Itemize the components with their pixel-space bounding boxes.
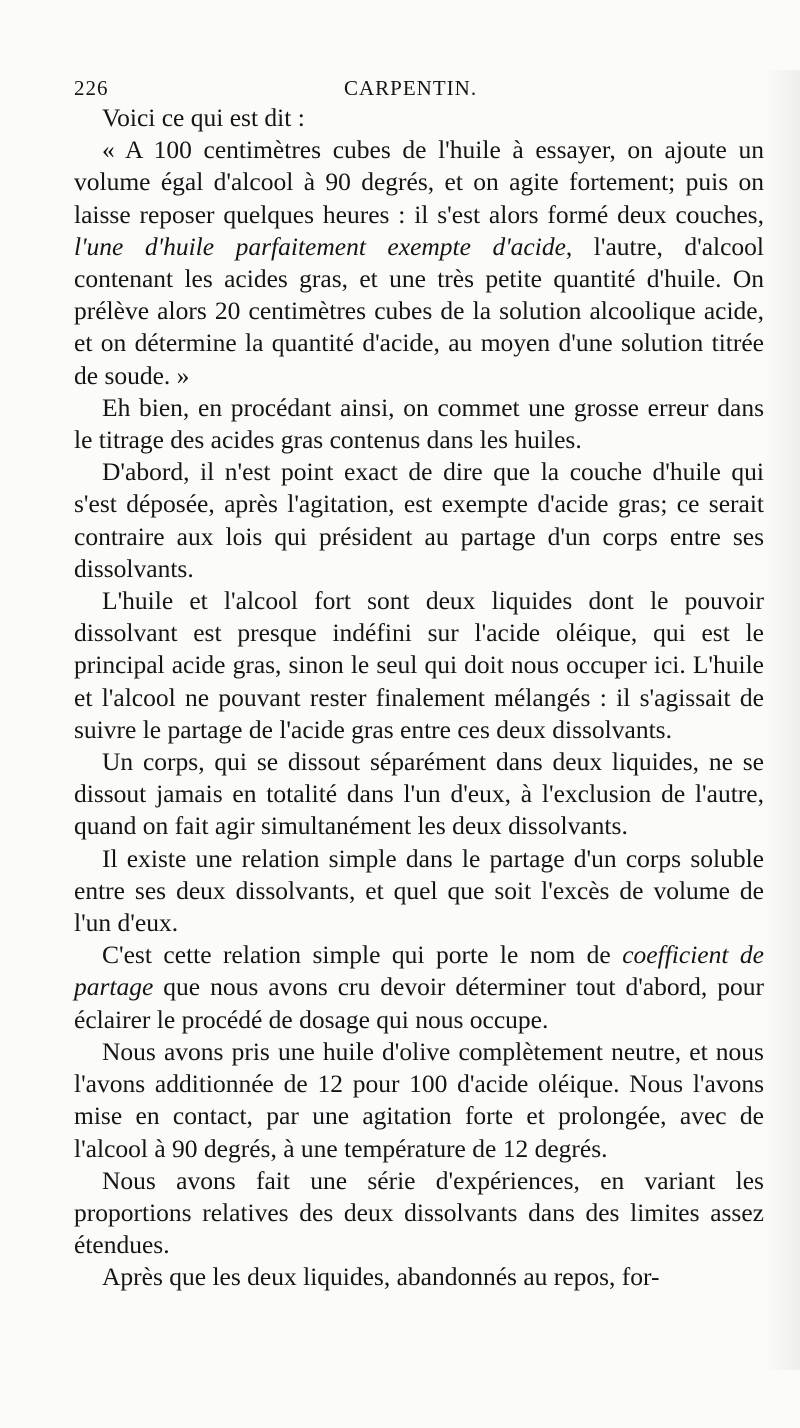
text-run: Un corps, qui se dissout séparément dans deux liquides, ne se dissout jamais en totalité dans l'un d'eux, à l'exclusion de l'autre, quand on fait agir simultanément les deux dissolvants.: [74, 747, 764, 841]
paragraph: [74, 102, 764, 134]
text-run: Après que les deux liquides, abandonnés au repos, for-: [102, 1262, 660, 1292]
text-run: C'est cette relation simple qui porte le nom de: [102, 940, 623, 970]
paragraph: [74, 1036, 764, 1165]
paragraph: [74, 456, 764, 585]
text-run: Nous avons fait une série d'expériences, en variant les proportions relatives des deux dissolvants dans des limites assez étendues.: [74, 1165, 764, 1260]
text-run: L'huile et l'alcool fort sont deux liquides dont le pouvoir dissolvant est presque indéfini sur l'acide oléique, qui est le principal acide gras, sinon le seul qui doit nous occuper ici. L'huile et l'alcool ne pouvant rester finalement mélangés : il s'agissait de suivre le partage de l'acide gras entre ces deux dissolvants.: [74, 586, 764, 744]
paragraph: [74, 746, 764, 843]
paragraph: [74, 392, 764, 456]
text-run: Voici ce qui est dit :: [102, 103, 305, 132]
text-run: que nous avons cru devoir déterminer tout d'abord, pour éclairer le procédé de dosage qui nous occupe.: [74, 972, 764, 1034]
text-run: « A 100 centimètres cubes de l'huile à essayer, on ajoute un volume égal d'alcool à 90 degrés, et on agite fortement; puis on laisse reposer quelques heures : il s'est alors formé deux couches,: [74, 135, 764, 229]
paragraph: [74, 134, 764, 392]
text-run: Il existe une relation simple dans le partage d'un corps soluble entre ses deux dissolvants, et quel que soit l'excès de volume de l'un d'eux.: [74, 843, 764, 938]
paragraph: [74, 1165, 764, 1262]
running-title: CARPENTIN.: [344, 76, 478, 100]
paragraph: [74, 1261, 764, 1293]
paragraph: [74, 939, 764, 1036]
paragraph: [74, 843, 764, 940]
page-header: [74, 62, 764, 102]
text-run: Nous avons pris une huile d'olive complètement neutre, et nous l'avons additionnée de 12 pour 100 d'acide oléique. Nous l'avons mise en contact, par une agitation forte et prolongée, avec de l'alcool à 90 degrés, à une température de 12 degrés.: [74, 1036, 764, 1163]
italic-phrase: l'une d'huile parfaitement exempte d'acide: [74, 231, 566, 261]
text-run: , l'autre, d'alcool contenant les acides gras, et une très petite quantité d'huile. On prélève alors 20 centimètres cubes de la solution alcoolique acide, et on détermine la quantité d'acide, au moyen d'une solution titrée de soude. »: [74, 231, 764, 390]
text-run: D'abord, il n'est point exact de dire que la couche d'huile qui s'est déposée, après l'agitation, est exempte d'acide gras; ce serait contraire aux lois qui président au partage d'un corps entre ses dissolvants.: [74, 457, 764, 583]
text-run: Eh bien, en procédant ainsi, on commet une grosse erreur dans le titrage des acides gras contenus dans les huiles.: [74, 392, 764, 455]
page-number: 226: [74, 76, 109, 100]
paragraph: [74, 585, 764, 746]
book-page: [74, 62, 764, 1294]
body-text: [74, 102, 764, 1294]
page-edge-shadow: [764, 70, 800, 1370]
italic-phrase: coefficient de partage: [74, 940, 765, 1002]
